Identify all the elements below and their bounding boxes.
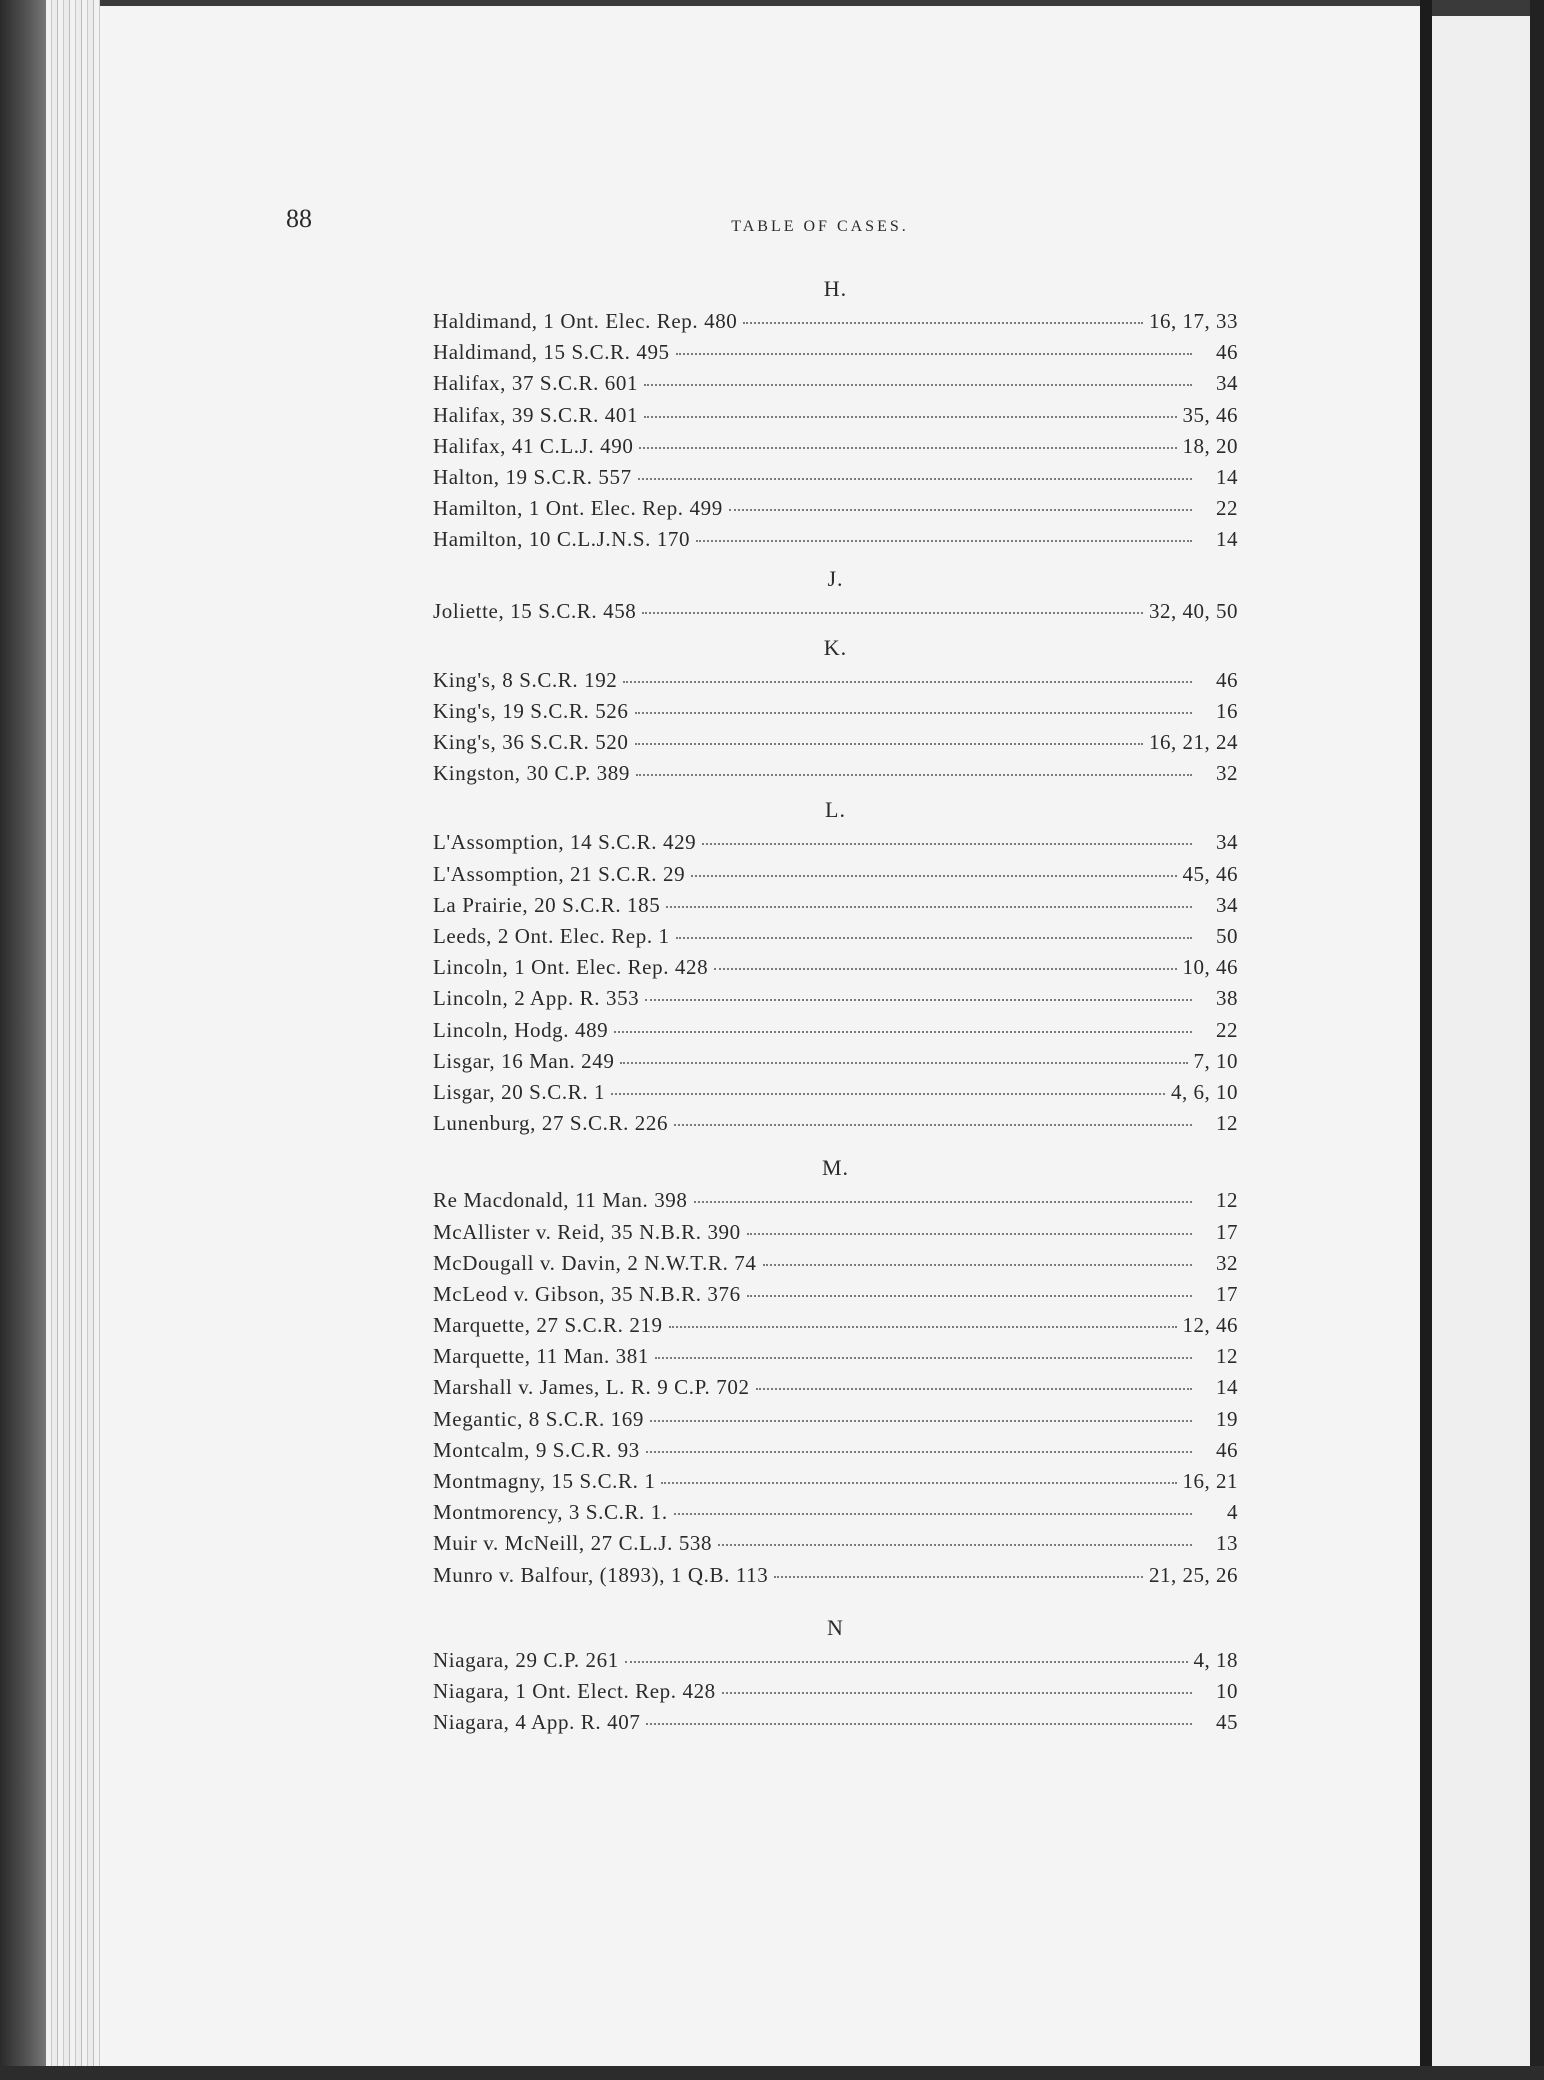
dot-leader	[661, 1482, 1176, 1484]
book-gutter	[1420, 0, 1432, 2080]
case-entry	[433, 1528, 1238, 1559]
case-entry	[433, 337, 1238, 368]
page-references: 16, 21	[1182, 1469, 1238, 1493]
case-citation: Hamilton, 1 Ont. Elec. Rep. 499	[433, 496, 723, 521]
case-citation: Montmagny, 15 S.C.R. 1	[433, 1469, 656, 1493]
page-references: 21, 25, 26	[1149, 1562, 1238, 1587]
dot-leader	[729, 509, 1192, 511]
case-entry	[433, 1185, 1238, 1216]
case-citation: Niagara, 4 App. R. 407	[433, 1710, 641, 1735]
case-entry	[433, 1279, 1238, 1310]
case-entry	[433, 1217, 1238, 1248]
dot-leader	[642, 612, 1143, 614]
case-citation: Joliette, 15 S.C.R. 458	[433, 598, 637, 623]
page-references: 35, 46	[1182, 402, 1238, 427]
scan-edge-right	[1530, 0, 1544, 2080]
page-references: 34	[1216, 371, 1238, 396]
dot-leader	[638, 478, 1192, 480]
case-entry	[433, 1497, 1238, 1528]
page-references: 32, 40, 50	[1149, 598, 1238, 623]
section-letter: L.	[825, 797, 846, 823]
page-references: 22	[1216, 1017, 1238, 1042]
page-references: 10	[1216, 1678, 1238, 1703]
page-references: 18, 20	[1182, 433, 1238, 458]
page-references: 50	[1216, 924, 1238, 948]
case-citation: Leeds, 2 Ont. Elec. Rep. 1	[433, 924, 670, 948]
dot-leader	[639, 447, 1176, 449]
case-entry	[433, 306, 1238, 337]
dot-leader	[714, 968, 1176, 970]
case-citation: Lisgar, 16 Man. 249	[433, 1048, 615, 1073]
dot-leader	[747, 1295, 1192, 1297]
dot-leader	[676, 353, 1192, 355]
page-references: 45, 46	[1182, 861, 1238, 886]
case-entry	[433, 1046, 1238, 1077]
case-citation: Lunenburg, 27 S.C.R. 226	[433, 1111, 669, 1136]
page-references: 4, 18	[1193, 1647, 1238, 1672]
case-entry	[433, 596, 1238, 627]
page-references: 12, 46	[1182, 1313, 1238, 1338]
case-entry	[433, 368, 1238, 399]
case-citation: Kingston, 30 C.P. 389	[433, 761, 630, 786]
dot-leader	[747, 1233, 1192, 1235]
book-spine	[0, 0, 46, 2080]
case-citation: Halton, 19 S.C.R. 557	[433, 464, 632, 489]
case-entry	[433, 727, 1238, 758]
page-references: 46	[1216, 340, 1238, 365]
case-entry	[433, 1077, 1238, 1108]
case-citation: Niagara, 29 C.P. 261	[433, 1647, 619, 1672]
case-citation: Haldimand, 15 S.C.R. 495	[433, 340, 670, 365]
dot-leader	[696, 540, 1192, 542]
dot-leader	[646, 1723, 1192, 1725]
case-entry	[433, 431, 1238, 462]
dot-leader	[620, 1062, 1187, 1064]
case-entry	[433, 524, 1238, 555]
dot-leader	[691, 875, 1176, 877]
section-letter: H.	[823, 276, 848, 301]
table-of-cases	[433, 272, 1238, 1738]
case-citation: King's, 8 S.C.R. 192	[433, 667, 618, 692]
section-letter: J.	[827, 565, 844, 591]
case-citation: Megantic, 8 S.C.R. 169	[433, 1406, 644, 1431]
dot-leader	[646, 1451, 1192, 1453]
page-references: 17	[1216, 1281, 1238, 1306]
scan-edge-bottom	[0, 2066, 1544, 2080]
case-entry	[433, 1341, 1238, 1372]
page-references: 22	[1216, 496, 1238, 521]
case-citation: La Prairie, 20 S.C.R. 185	[433, 892, 661, 917]
case-citation: Haldimand, 1 Ont. Elec. Rep. 480	[433, 309, 738, 333]
dot-leader	[635, 743, 1144, 745]
case-citation: L'Assomption, 14 S.C.R. 429	[433, 830, 697, 855]
case-citation: Halifax, 39 S.C.R. 401	[433, 402, 639, 427]
page-references: 16, 17, 33	[1149, 309, 1238, 333]
case-entry	[433, 1310, 1238, 1341]
case-entry	[433, 1676, 1238, 1707]
section-letter: M.	[821, 1155, 850, 1181]
dot-leader	[756, 1388, 1192, 1390]
page-references: 46	[1216, 1437, 1238, 1462]
dot-leader	[614, 1031, 1192, 1033]
case-citation: McAllister v. Reid, 35 N.B.R. 390	[433, 1219, 741, 1244]
dot-leader	[666, 906, 1192, 908]
dot-leader	[674, 1124, 1192, 1126]
case-entry	[433, 1108, 1238, 1139]
page-references: 34	[1216, 830, 1238, 855]
page-references: 16, 21, 24	[1149, 730, 1238, 755]
page-references: 34	[1216, 892, 1238, 917]
case-citation: McDougall v. Davin, 2 N.W.T.R. 74	[433, 1250, 757, 1275]
page-references: 10, 46	[1182, 955, 1238, 980]
case-entry	[433, 758, 1238, 789]
dot-leader	[702, 843, 1192, 845]
page-references: 14	[1216, 527, 1238, 552]
case-citation: Marquette, 27 S.C.R. 219	[433, 1313, 663, 1338]
dot-leader	[644, 384, 1192, 386]
case-citation: Lisgar, 20 S.C.R. 1	[433, 1079, 606, 1104]
case-citation: Lincoln, 2 App. R. 353	[433, 986, 640, 1011]
case-citation: Niagara, 1 Ont. Elect. Rep. 428	[433, 1678, 716, 1703]
case-entry	[433, 1248, 1238, 1279]
page-references: 14	[1216, 1375, 1238, 1400]
dot-leader	[674, 1513, 1192, 1515]
dot-leader	[774, 1576, 1143, 1578]
dot-leader	[694, 1201, 1192, 1203]
dot-leader	[635, 712, 1193, 714]
facing-page	[1432, 16, 1544, 2066]
page-references: 12	[1216, 1188, 1238, 1213]
page-references: 17	[1216, 1219, 1238, 1244]
page-references: 19	[1216, 1406, 1238, 1431]
case-citation: King's, 36 S.C.R. 520	[433, 730, 629, 755]
dot-leader	[669, 1326, 1177, 1328]
case-entry	[433, 921, 1238, 952]
page-references: 32	[1216, 761, 1238, 786]
case-entry	[433, 1466, 1238, 1497]
case-entry	[433, 952, 1238, 983]
case-citation: Hamilton, 10 C.L.J.N.S. 170	[433, 527, 691, 552]
case-citation: Lincoln, Hodg. 489	[433, 1017, 609, 1042]
page-references: 32	[1216, 1250, 1238, 1275]
case-citation: L'Assomption, 21 S.C.R. 29	[433, 861, 686, 886]
case-entry	[433, 1404, 1238, 1435]
dot-leader	[763, 1264, 1193, 1266]
case-entry	[433, 1560, 1238, 1591]
case-entry	[433, 665, 1238, 696]
case-entry	[433, 696, 1238, 727]
case-entry	[433, 1015, 1238, 1046]
case-entry	[433, 1435, 1238, 1466]
case-citation: Montcalm, 9 S.C.R. 93	[433, 1437, 640, 1462]
case-citation: Halifax, 37 S.C.R. 601	[433, 371, 639, 396]
case-entry	[433, 400, 1238, 431]
case-entry	[433, 462, 1238, 493]
case-citation: Halifax, 41 C.L.J. 490	[433, 433, 634, 458]
case-entry	[433, 1645, 1238, 1676]
page-references: 14	[1216, 464, 1238, 489]
case-entry	[433, 983, 1238, 1014]
dot-leader	[676, 937, 1192, 939]
running-head: TABLE OF CASES.	[731, 218, 909, 235]
page-references: 16	[1216, 698, 1238, 723]
case-citation: Re Macdonald, 11 Man. 398	[433, 1188, 688, 1213]
page-edges	[46, 0, 100, 2080]
dot-leader	[644, 416, 1176, 418]
case-entry	[433, 1707, 1238, 1738]
dot-leader	[655, 1357, 1192, 1359]
page-references: 4	[1227, 1500, 1238, 1525]
page-references: 38	[1216, 986, 1238, 1011]
dot-leader	[636, 774, 1192, 776]
dot-leader	[718, 1544, 1192, 1546]
dot-leader	[623, 681, 1192, 683]
page-references: 12	[1216, 1111, 1238, 1136]
page-references: 4, 6, 10	[1171, 1079, 1238, 1104]
dot-leader	[645, 999, 1192, 1001]
case-citation: Lincoln, 1 Ont. Elec. Rep. 428	[433, 955, 709, 980]
page-references: 46	[1216, 667, 1238, 692]
case-citation: Munro v. Balfour, (1893), 1 Q.B. 113	[433, 1562, 769, 1587]
case-entry	[433, 890, 1238, 921]
dot-leader	[722, 1692, 1192, 1694]
page-references: 7, 10	[1193, 1048, 1238, 1073]
dot-leader	[743, 322, 1143, 324]
dot-leader	[611, 1093, 1165, 1095]
case-citation: McLeod v. Gibson, 35 N.B.R. 376	[433, 1281, 741, 1306]
section-letter: K.	[823, 634, 848, 660]
case-entry	[433, 859, 1238, 890]
case-citation: Marquette, 11 Man. 381	[433, 1344, 649, 1369]
section-letter: N	[827, 1614, 844, 1640]
case-citation: Marshall v. James, L. R. 9 C.P. 702	[433, 1375, 750, 1400]
case-citation: King's, 19 S.C.R. 526	[433, 698, 629, 723]
case-entry	[433, 493, 1238, 524]
page-references: 45	[1216, 1710, 1238, 1735]
page-number: 88	[286, 204, 312, 233]
page-references: 12	[1216, 1344, 1238, 1369]
case-entry	[433, 827, 1238, 858]
case-entry	[433, 1372, 1238, 1403]
dot-leader	[625, 1661, 1188, 1663]
dot-leader	[650, 1420, 1192, 1422]
case-citation: Montmorency, 3 S.C.R. 1.	[433, 1500, 668, 1525]
case-citation: Muir v. McNeill, 27 C.L.J. 538	[433, 1531, 713, 1556]
page-references: 13	[1216, 1531, 1238, 1556]
